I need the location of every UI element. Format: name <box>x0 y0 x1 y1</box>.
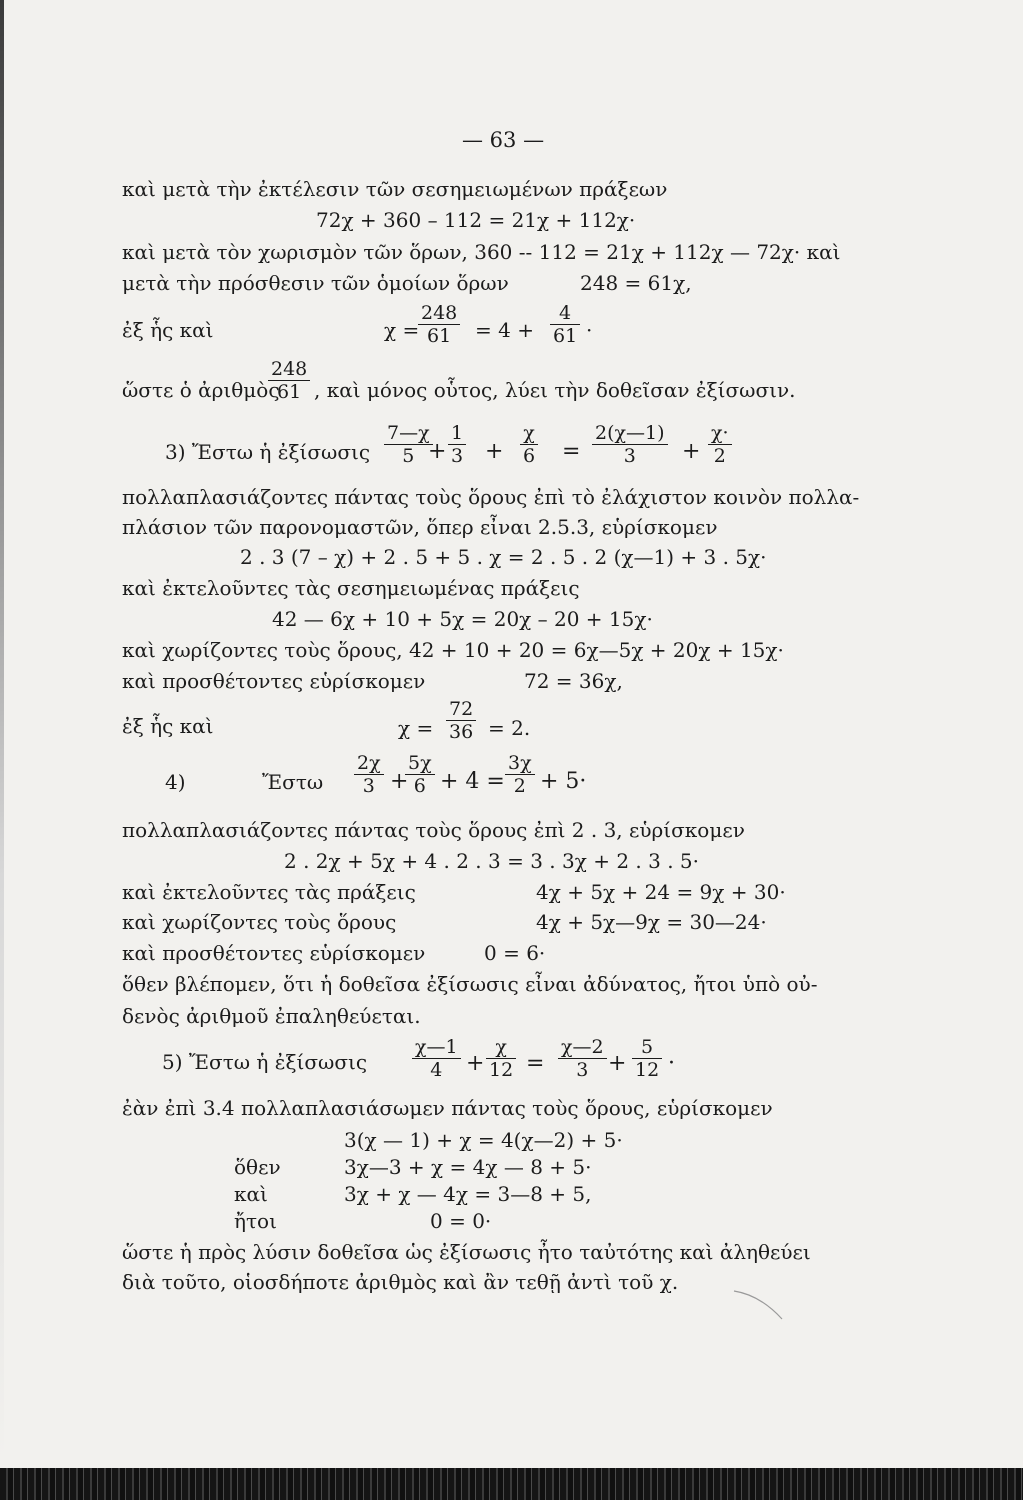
text-line: πολλαπλασιάζοντες πάντας τοὺς ὅρους ἐπὶ 2 . 3, εὑρίσκομεν <box>122 818 745 842</box>
fraction: $\frac{7—\chi}{5}$ <box>384 422 433 467</box>
text-line: μετὰ τὴν πρόσθεσιν τῶν ὁμοίων ὅρων <box>122 271 509 295</box>
fraction: $\frac{5\chi}{6}$ <box>405 752 435 797</box>
operator: + 4 = <box>440 769 505 794</box>
text-line: διὰ τοῦτο, οἱοσδήποτε ἀριθμὸς καὶ ἂν τεθῇ ἀντὶ τοῦ χ. <box>122 1270 679 1294</box>
equation-part: χ = <box>398 716 434 740</box>
fraction: $\frac{\chi}{12}$ <box>486 1036 516 1081</box>
text-line: ἐξ ἧς καὶ <box>122 714 214 738</box>
equation-part: = 2. <box>488 716 531 740</box>
text-line: Ἔστω <box>262 770 324 794</box>
fraction: $\frac{1}{3}$ <box>448 422 466 467</box>
scan-border <box>0 1468 1023 1500</box>
fraction: $\frac{2\chi}{3}$ <box>354 752 384 797</box>
text-line: καὶ χωρίζοντες τοὺς ὅρους <box>122 910 397 934</box>
fraction: $\frac{\chi—1}{4}$ <box>412 1036 461 1081</box>
text-line: ὥστε ὁ ἀριθμὸς <box>122 378 280 402</box>
text-line: πολλαπλασιάζοντες πάντας τοὺς ὅρους ἐπὶ τὸ ἐλάχιστον κοινὸν πολλα- <box>122 485 860 509</box>
text-line: πλάσιον τῶν παρονομαστῶν, ὅπερ εἶναι 2.5.3, εὑρίσκομεν <box>122 515 718 539</box>
operator: + <box>485 439 504 464</box>
text-line: ὥστε ἡ πρὸς λύσιν δοθεῖσα ὡς ἐξίσωσις ἦτο ταὐτότης καὶ ἀληθεύει <box>122 1240 811 1264</box>
text-line: ὅθεν βλέπομεν, ὅτι ἡ δοθεῖσα ἐξίσωσις εἶναι ἀδύνατος, ἤτοι ὑπὸ οὐ- <box>122 972 818 996</box>
equation-part: · <box>586 318 593 342</box>
operator: · <box>668 1051 675 1076</box>
text-line: καὶ ἐκτελοῦντες τὰς σεσημειωμένας πράξεις <box>122 576 580 600</box>
fraction: $\frac{\chi—2}{3}$ <box>558 1036 607 1081</box>
equation-line: 72χ + 360 – 112 = 21χ + 112χ· <box>316 208 636 232</box>
equation-line: 2 . 2χ + 5χ + 4 . 2 . 3 = 3 . 3χ + 2 . 3 . 5· <box>284 849 700 873</box>
operator: + <box>390 769 409 794</box>
text-line: καὶ μετὰ τὸν χωρισμὸν τῶν ὅρων, 360 -- 112 = 21χ + 112χ — 72χ· καὶ <box>122 240 841 264</box>
fraction: $\frac{\chi}{6}$ <box>520 422 538 467</box>
operator: = <box>562 439 581 464</box>
text-line: καὶ χωρίζοντες τοὺς ὅρους, 42 + 10 + 20 = 6χ—5χ + 20χ + 15χ· <box>122 638 784 662</box>
text-line: ἐὰν ἐπὶ 3.4 πολλαπλασιάσωμεν πάντας τοὺς ὅρους, εὑρίσκομεν <box>122 1096 773 1120</box>
equation-part: = 4 + <box>475 318 534 342</box>
equation-line: 0 = 6· <box>484 941 546 965</box>
operator: + <box>466 1051 485 1076</box>
fraction: $\frac{72}{36}$ <box>446 698 476 743</box>
equation-part: χ = <box>384 318 420 342</box>
fraction: $\frac{2(\chi—1)}{3}$ <box>592 422 668 467</box>
operator: + <box>682 439 701 464</box>
equation-line: 0 = 0· <box>430 1209 492 1233</box>
pencil-mark <box>730 1285 790 1325</box>
equation-line: 248 = 61χ, <box>580 271 692 295</box>
equation-line: 3χ—3 + χ = 4χ — 8 + 5· <box>344 1155 592 1179</box>
operator: + <box>428 439 447 464</box>
text-line: 3) Ἔστω ἡ ἐξίσωσις <box>165 440 371 464</box>
text-line: 4) <box>165 770 186 794</box>
text-line: καὶ προσθέτοντες εὑρίσκομεν <box>122 669 426 693</box>
operator: = <box>526 1051 545 1076</box>
operator: + 5· <box>540 769 587 794</box>
text-line: ἤτοι <box>234 1209 277 1233</box>
text-line: ὅθεν <box>234 1155 281 1179</box>
fraction: $\frac{3\chi}{2}$ <box>505 752 535 797</box>
text-line: , καὶ μόνος οὗτος, λύει τὴν δοθεῖσαν ἐξίσωσιν. <box>314 378 796 402</box>
page-edge-shadow <box>0 0 4 1460</box>
equation-line: 3χ + χ — 4χ = 3—8 + 5, <box>344 1182 592 1206</box>
text-line: καὶ <box>234 1182 268 1206</box>
text-line: δενὸς ἀριθμοῦ ἐπαληθεύεται. <box>122 1004 421 1028</box>
equation-line: 42 — 6χ + 10 + 5χ = 20χ – 20 + 15χ· <box>272 607 653 631</box>
operator: + <box>608 1051 627 1076</box>
fraction: $\frac{4}{61}$ <box>550 302 580 347</box>
equation-line: 72 = 36χ, <box>524 669 623 693</box>
equation-line: 3(χ — 1) + χ = 4(χ—2) + 5· <box>344 1128 623 1152</box>
text-line: καὶ ἐκτελοῦντες τὰς πράξεις <box>122 880 416 904</box>
text-line: καὶ μετὰ τὴν ἐκτέλεσιν τῶν σεσημειωμένων πράξεων <box>122 177 668 201</box>
fraction: $\frac{248}{61}$ <box>268 358 310 403</box>
fraction: $\frac{\chi\cdot}{2}$ <box>708 422 732 467</box>
text-line: καὶ προσθέτοντες εὑρίσκομεν <box>122 941 426 965</box>
text-line: 5) Ἔστω ἡ ἐξίσωσις <box>162 1050 368 1074</box>
equation-line: 4χ + 5χ—9χ = 30—24· <box>536 910 767 934</box>
text-line: ἐξ ἧς καὶ <box>122 318 214 342</box>
fraction: $\frac{248}{61}$ <box>418 302 460 347</box>
fraction: $\frac{5}{12}$ <box>632 1036 662 1081</box>
equation-line: 2 . 3 (7 – χ) + 2 . 5 + 5 . χ = 2 . 5 . 2 (χ—1) + 3 . 5χ· <box>240 545 767 569</box>
page-number: — 63 — <box>462 128 545 152</box>
equation-line: 4χ + 5χ + 24 = 9χ + 30· <box>536 880 786 904</box>
